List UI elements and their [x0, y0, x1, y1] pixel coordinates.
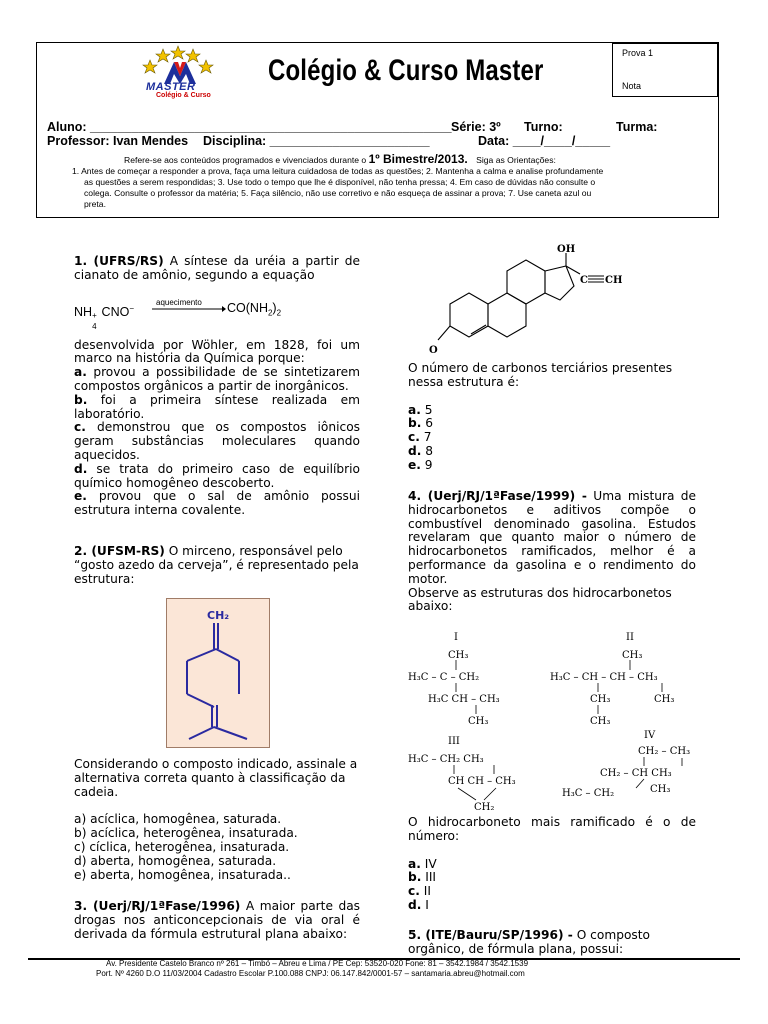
logo-sub: Colégio & Curso — [156, 92, 211, 99]
struct-II-low1: CH₃ — [590, 694, 611, 705]
q3-head: 3. (Uerj/RJ/1ªFase/1996) — [74, 899, 241, 913]
q3-d-letter: d. — [408, 443, 422, 458]
q2-option-b[interactable]: b) acíclica, heterogênea, insaturada. — [74, 826, 298, 841]
q2-option-d[interactable]: d) aberta, homogênea, saturada. — [74, 853, 277, 868]
footer-registry: Port. Nº 4260 D.O 11/03/2004 Cadastro Escolar P.100.088 CNPJ: 06.147.842/0001-57 – santamaria.abreu@hotmail.com — [96, 969, 525, 978]
struct-III-main: H₃C – CH₂ CH₃ — [408, 754, 484, 765]
q1-d-text: se trata do primeiro caso de equilíbrio químico homogêneo descoberto. — [74, 461, 360, 490]
struct-IV-bot: CH₃ — [650, 784, 671, 795]
question-4 — [408, 490, 696, 614]
q4-head: 4. (Uerj/RJ/1ªFase/1999) - — [408, 489, 587, 503]
q4-a-text: IV — [424, 856, 437, 871]
struct-II-main: H₃C – CH – CH – CH₃ — [550, 672, 658, 683]
struct-III-mid: CH CH – CH₃ — [448, 776, 516, 787]
turno-field[interactable]: Turno: — [524, 120, 563, 134]
refer-pre: Refere-se aos conteúdos programados e vivenciados durante o — [124, 155, 367, 165]
q1-option-e[interactable] — [74, 490, 360, 518]
struct-I-bot: CH₃ — [468, 716, 489, 727]
hydrocarbons-diagram — [404, 628, 704, 818]
q4-option-c[interactable] — [408, 885, 696, 899]
q3-option-d[interactable] — [408, 445, 696, 459]
q4-answers — [408, 816, 696, 913]
q1-c-text: demonstrou que os compostos iônicos geram substâncias moleculares quando aquecidos. — [74, 420, 361, 462]
turma-field[interactable]: Turma: — [616, 120, 658, 134]
q4-b-letter: b. — [408, 870, 422, 885]
q2-intro-text: O mirceno, responsável pelo “gosto azedo da cerveja”, é representado pela estrutura: — [74, 544, 359, 586]
eq-sub2: 2 — [267, 308, 273, 318]
q1-e-letter: e. — [74, 489, 87, 504]
footer-address: Av. Presidente Castelo Branco nº 261 – Timbó – Abreu e Lima / PE Cep: 53520-020 Fone: 81 – 3542.1984 / 3542.1539 — [106, 959, 529, 968]
q1-b-text: foi a primeira síntese realizada em laboratório. — [74, 392, 360, 421]
q3-option-c[interactable] — [408, 431, 696, 445]
q2-option-c[interactable]: c) cíclica, heterogênea, insaturada. — [74, 839, 290, 854]
struct-I-num: I — [454, 632, 458, 643]
q1-a-text: provou a possibilidade de se sintetizarem compostos orgânicos a partir de inorgânicos. — [74, 365, 360, 393]
q4-b-text: III — [425, 870, 437, 885]
q3-ask: O número de carbonos terciários presentes nessa estrutura é: — [408, 361, 673, 389]
serie-label: Série: 3º — [451, 120, 501, 134]
q2-option-a[interactable]: a) acíclica, homogênea, saturada. — [74, 812, 282, 827]
q1-intro-text: A síntese da uréia a partir de cianato de amônio, segundo a equação — [74, 254, 360, 282]
q5-intro: O composto orgânico, de fórmula plana, possui: — [408, 928, 650, 956]
q1-intro — [74, 255, 360, 283]
eq-plus: + — [92, 310, 97, 320]
q3-e-letter: e. — [408, 457, 421, 472]
q3-intro: A maior parte das drogas nos anticoncepcionais de via oral é derivada da fórmula estrutural plana abaixo: — [74, 899, 361, 941]
q4-c-text: II — [423, 884, 431, 899]
q1-head: 1. (UFRS/RS) — [74, 254, 164, 268]
q4-a-letter: a. — [408, 856, 421, 871]
q1-option-a[interactable] — [74, 366, 360, 394]
school-title: Colégio & Curso Master — [268, 54, 544, 87]
q3-option-e[interactable] — [408, 459, 696, 473]
q4-c-letter: c. — [408, 884, 420, 899]
q4-ask: O hidrocarboneto mais ramificado é o de número: — [408, 815, 696, 843]
q3-b-text: 6 — [425, 416, 433, 431]
struct-II-bot: CH₃ — [590, 716, 611, 727]
q2-option-e[interactable]: e) aberta, homogênea, insaturada.. — [74, 867, 291, 882]
professor-label: Professor: Ivan Mendes — [47, 134, 189, 148]
instruction-line-3: colega. Consulte o professor da matéria; 5. Faça silêncio, não use corretivo e não esqueça de assinar a prova; 7. Use caneta azul ou — [84, 188, 592, 198]
aluno-field[interactable]: Aluno: ____________________________________________________ — [47, 120, 452, 134]
struct-III-num: III — [448, 736, 460, 747]
bimestre: 1º Bimestre/2013. — [368, 152, 468, 166]
q1-option-d[interactable] — [74, 463, 360, 491]
q1-c-letter: c. — [74, 420, 86, 435]
steroid-diagram — [420, 244, 623, 360]
instruction-line-4: preta. — [84, 199, 106, 209]
q3-option-b[interactable] — [408, 417, 696, 431]
struct-IV-top: CH₂ – CH₃ — [638, 746, 691, 757]
q3-c-text: 7 — [423, 430, 432, 445]
eq-sub2b: 2 — [276, 308, 282, 318]
refer-post: Siga as Orientações: — [476, 155, 556, 165]
q3-d-text: 8 — [425, 443, 433, 458]
q3-answers — [408, 362, 696, 473]
school-logo — [138, 44, 218, 100]
eq-minus: − — [129, 303, 134, 313]
disciplina-field[interactable]: Disciplina: _______________________ — [203, 134, 430, 148]
struct-II-low2: CH₃ — [654, 694, 675, 705]
instruction-line-2: as questões a serem respondidas; 3. Use todo o tempo que lhe é disponível, não tenha pressa; 4. Em caso de dúvidas não consulte o — [84, 177, 596, 187]
q1-equation — [74, 283, 360, 331]
q5-head: 5. (ITE/Bauru/SP/1996) - — [408, 928, 573, 942]
struct-III-bot: CH₂ — [474, 802, 495, 813]
q3-b-letter: b. — [408, 416, 422, 431]
steroid-structure — [420, 244, 623, 360]
data-field[interactable]: Data: ____/____/_____ — [478, 134, 611, 148]
oh-label: OH — [557, 244, 576, 255]
q1-a-letter: a. — [74, 365, 87, 380]
q4-option-a[interactable] — [408, 858, 696, 872]
eq-nh: NH — [74, 304, 93, 319]
q2-intro — [74, 545, 360, 586]
struct-I-low: H₃C CH – CH₃ — [428, 694, 500, 705]
instruction-line-1: 1. Antes de começar a responder a prova, faça uma leitura cuidadosa de todas as questões; 2. Mantenha a calma e analise profundamente — [72, 166, 604, 176]
struct-I-top: CH₃ — [448, 650, 469, 661]
q2-ask: Considerando o composto indicado, assinale a alternativa correta quanto à classificação da cadeia. — [74, 757, 358, 799]
struct-II-top: CH₃ — [622, 650, 643, 661]
grade-box — [612, 43, 718, 97]
q1-d-letter: d. — [74, 461, 88, 476]
o-label: O — [429, 345, 438, 356]
question-1 — [74, 255, 360, 518]
prova-label: Prova 1 — [622, 48, 654, 58]
q1-b-letter: b. — [74, 392, 88, 407]
struct-IV-low: H₃C – CH₂ — [562, 788, 615, 799]
eq-co: CO(NH — [227, 300, 268, 315]
q2-answers — [74, 758, 360, 882]
q1-option-c[interactable] — [74, 421, 360, 462]
question-3 — [74, 900, 360, 941]
eq-sub4: 4 — [92, 321, 97, 331]
q4-option-d[interactable] — [408, 899, 696, 913]
struct-II-num: II — [626, 632, 634, 643]
q3-a-text: 5 — [424, 402, 433, 417]
reaction-arrow-icon — [152, 305, 226, 313]
myrcene-diagram — [167, 599, 269, 747]
hydrocarbon-structures — [404, 628, 704, 818]
q3-option-a[interactable] — [408, 404, 696, 418]
nota-label: Nota — [622, 81, 642, 91]
logo-word: MASTER — [146, 81, 196, 93]
q1-option-b[interactable] — [74, 394, 360, 422]
c-label: C — [580, 275, 588, 286]
q3-e-text: 9 — [424, 457, 433, 472]
q4-d-text: I — [425, 897, 429, 912]
myrcene-structure — [166, 598, 270, 748]
q1-after: desenvolvida por Wöhler, em 1828, foi um marco na história da Química porque: — [74, 337, 360, 366]
q4-option-b[interactable] — [408, 871, 696, 885]
q3-c-letter: c. — [408, 430, 420, 445]
refer-text — [124, 152, 556, 166]
eq-arrow-label: aquecimento — [156, 297, 202, 307]
q4-intro-text: Uma mistura de hidrocarbonetos e aditivos compõe o combustível denominado gasolina. Estudos revelaram que quanto maior o número de hidrocarbonetos ramificados, melhor é a performance da gasolina e o rendimento do motor. — [408, 489, 697, 586]
q4-d-letter: d. — [408, 897, 422, 912]
q1-e-text: provou que o sal de amônio possui estrutura interna covalente. — [74, 489, 360, 518]
struct-IV-mid: CH₂ – CH CH₃ — [600, 768, 672, 779]
question-2 — [74, 545, 360, 586]
q3-a-letter: a. — [408, 402, 421, 417]
eq-cno: CNO — [98, 304, 130, 319]
ch-label: CH — [605, 275, 623, 286]
struct-IV-num: IV — [644, 730, 656, 741]
eq-close: ) — [272, 300, 277, 315]
ch2-label: CH₂ — [207, 609, 230, 622]
q2-head: 2. (UFSM-RS) — [74, 544, 165, 558]
q4-intro — [408, 490, 696, 587]
q4-observe: Observe as estruturas dos hidrocarbonetos abaixo: — [408, 585, 672, 614]
question-5 — [408, 929, 696, 957]
struct-I-main: H₃C – C – CH₂ — [408, 672, 480, 683]
